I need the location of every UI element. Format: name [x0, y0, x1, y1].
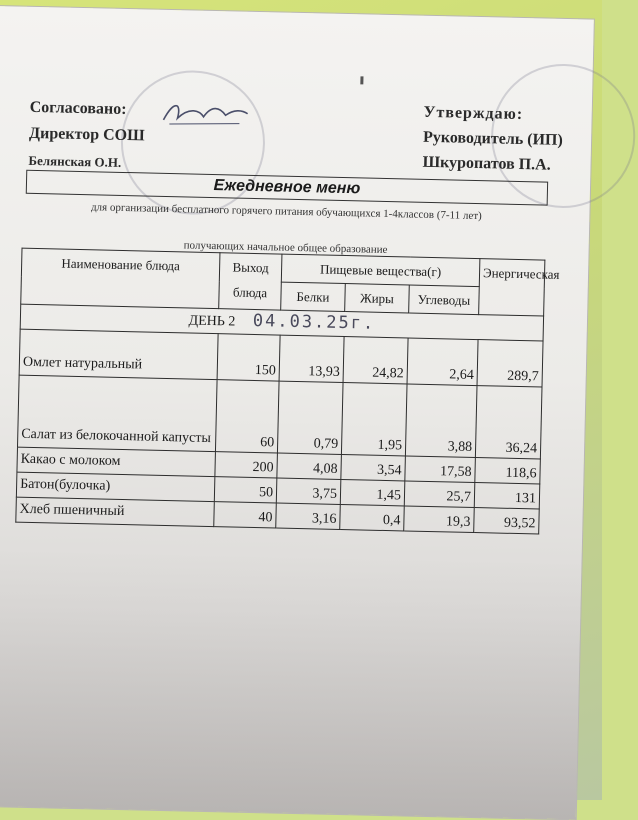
menu-rows [16, 329, 543, 534]
dish-yield: 150 [217, 334, 280, 381]
paper-shadow [0, 546, 582, 820]
menu-subtitle-2: получающих начальное общее образование [183, 239, 388, 256]
dish-carbs: 3,88 [405, 384, 477, 458]
menu-table [15, 248, 560, 535]
dish-name: Батон(булочка) [16, 472, 215, 501]
dish-name: Какао с молоком [17, 447, 216, 476]
dish-energy: 131 [474, 483, 540, 509]
header-name: Наименование блюда [21, 248, 220, 308]
menu-sheet [0, 6, 594, 819]
dish-protein: 0,79 [277, 381, 343, 454]
dish-yield: 200 [215, 452, 278, 478]
dish-protein: 3,75 [276, 478, 341, 504]
pushpin-icon [360, 76, 363, 84]
day-label: ДЕНЬ 2 [188, 313, 236, 330]
dish-fat: 1,95 [341, 383, 407, 456]
header-carbs: Углеводы [409, 285, 480, 315]
director-name: Белянская О.Н. [28, 152, 122, 170]
table-row [17, 375, 542, 459]
signature-icon [159, 96, 252, 132]
menu-subtitle: для организации бесплатного горячего питания обучающихся 1-4классов (7-11 лет) [90, 201, 482, 223]
approved-label: Утверждаю: [423, 103, 524, 124]
agreed-label: Согласовано: [29, 98, 127, 119]
dish-carbs: 19,3 [404, 506, 475, 533]
header-nutrients: Пищевые вещества(г) [281, 254, 480, 286]
dish-protein: 13,93 [279, 335, 344, 382]
menu-title: Ежедневное меню [213, 177, 361, 198]
dish-protein: 4,08 [277, 453, 342, 479]
dish-fat: 1,45 [340, 479, 405, 505]
header-fat: Жиры [345, 284, 410, 313]
director-label: Директор СОШ [28, 124, 145, 145]
dish-energy: 36,24 [475, 386, 542, 459]
dish-yield: 40 [214, 502, 277, 528]
manager-label: Руководитель (ИП) [422, 128, 564, 149]
dish-name: Салат из белокочанной капусты [17, 375, 217, 451]
dish-protein: 3,16 [276, 503, 341, 529]
dish-fat: 0,4 [340, 504, 405, 530]
dish-name: Хлеб пшеничный [16, 497, 215, 526]
dish-fat: 3,54 [341, 454, 406, 480]
header-yield: Выход блюда [219, 253, 282, 310]
dish-energy: 118,6 [475, 458, 541, 484]
dish-carbs: 17,58 [405, 456, 476, 483]
dish-carbs: 25,7 [404, 481, 475, 508]
day-date: 04.03.25г. [252, 310, 376, 334]
dish-energy: 289,7 [477, 340, 543, 387]
header-energy: Энергическая [479, 259, 545, 316]
dish-name: Омлет натуральный [19, 329, 218, 379]
dish-yield: 50 [214, 477, 277, 503]
dish-yield: 60 [215, 380, 279, 453]
dish-fat: 24,82 [343, 337, 408, 384]
dish-energy: 93,52 [474, 508, 540, 534]
manager-name: Шкуропатов П.А. [422, 153, 551, 174]
header-protein: Белки [281, 282, 346, 311]
dish-carbs: 2,64 [407, 338, 478, 386]
